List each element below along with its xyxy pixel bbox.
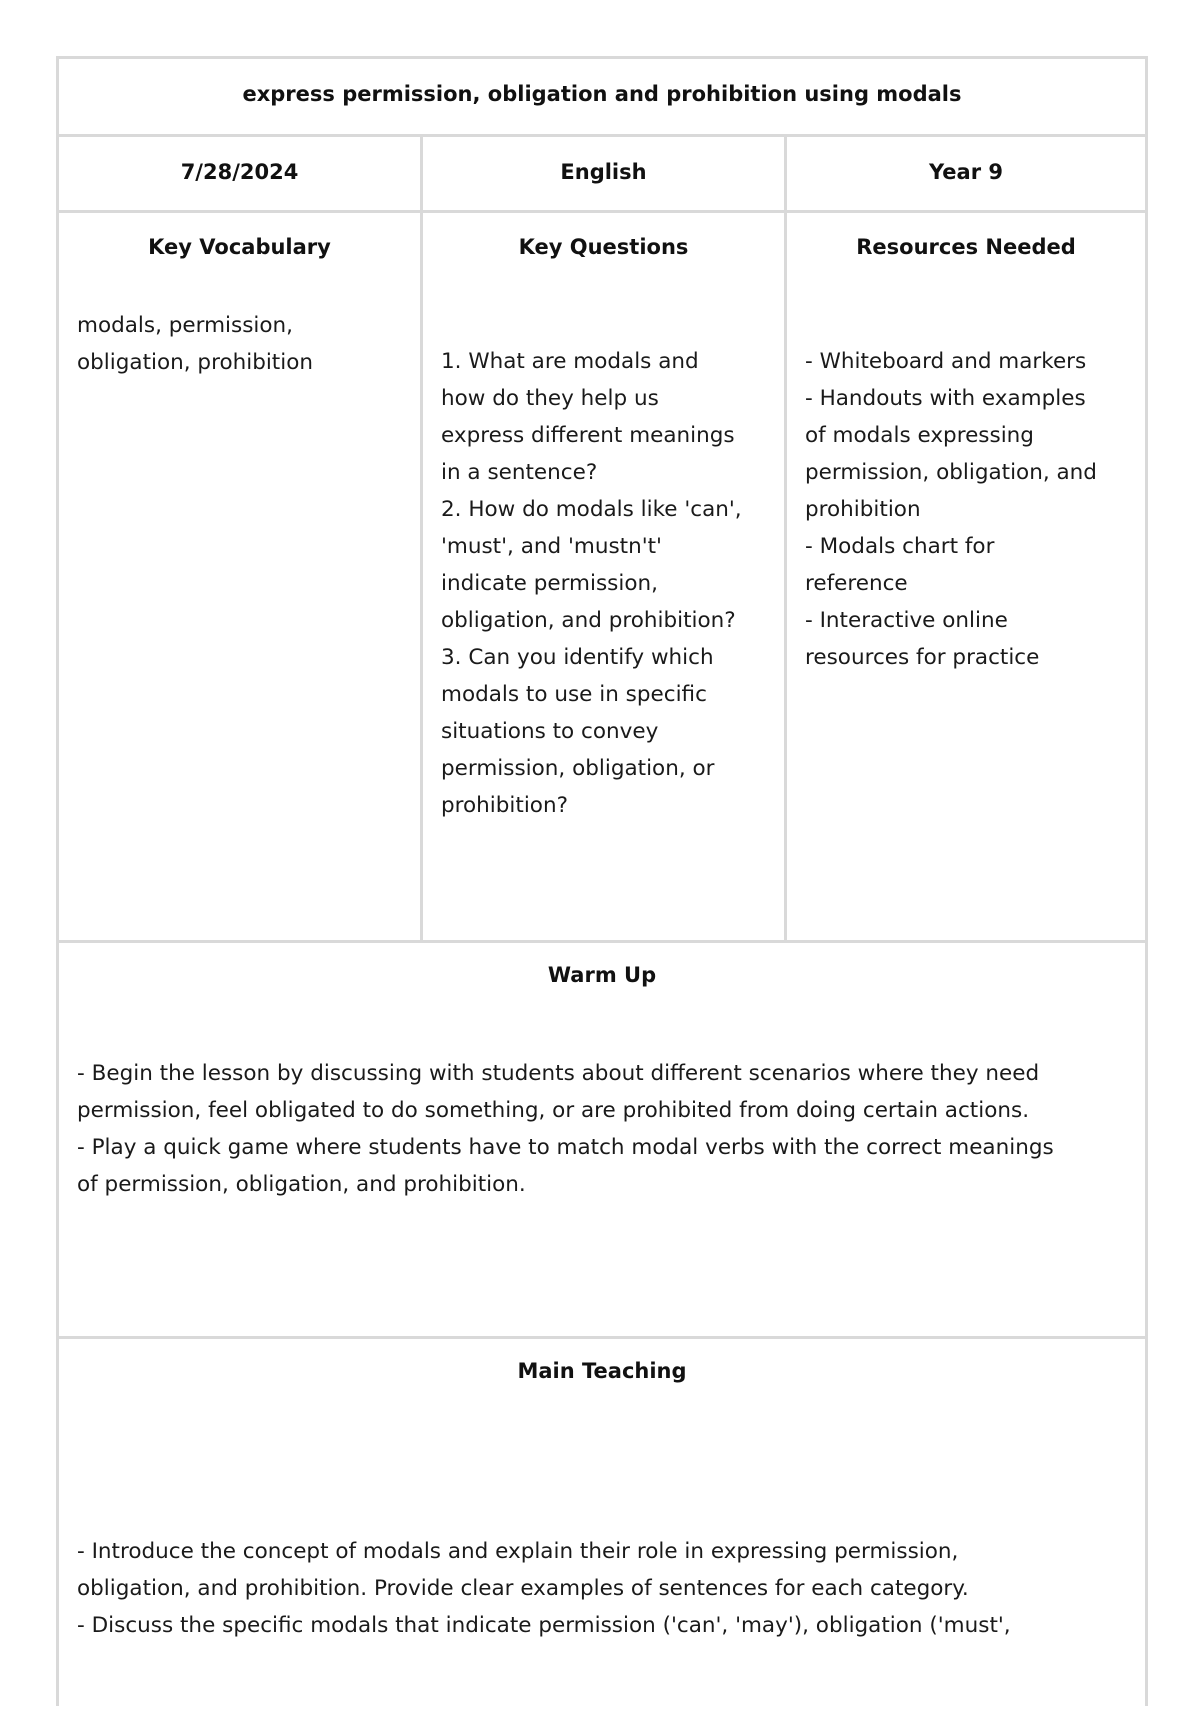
vocabulary-heading: Key Vocabulary <box>148 235 331 259</box>
questions-text: 1. What are modals and how do they help us express different meanings in a sentence? 2. How do modals like 'can', 'must', and 'mustn't' indicate permission, obligation, and prohibition? 3. Can you identify which modals to use in specific situations to convey permission, obligation, or prohibition? <box>441 349 742 818</box>
resources-text: - Whiteboard and markers - Handouts with examples of modals expressing permission, obligation, and prohibition - Modals chart for reference - Interactive online resources for practice <box>805 349 1097 670</box>
resources-cell <box>787 213 1145 940</box>
year-cell <box>787 137 1145 210</box>
warm-up-text: - Begin the lesson by discussing with students about different scenarios where they need permission, feel obligated to do something, or are prohibited from doing certain actions. - Play a quick game where students have to match modal verbs with the correct meanings of permission, obligation, and prohibition. <box>77 1061 1054 1197</box>
details-row <box>59 213 1145 943</box>
lesson-date: 7/28/2024 <box>180 160 299 184</box>
resources-heading: Resources Needed <box>856 235 1076 259</box>
lesson-title: express permission, obligation and prohibition using modals <box>242 82 962 106</box>
subject-cell <box>423 137 787 210</box>
warm-up-row <box>59 943 1145 1339</box>
meta-row <box>59 137 1145 213</box>
main-teaching-row <box>59 1339 1145 1719</box>
questions-heading: Key Questions <box>518 235 689 259</box>
vocabulary-cell <box>59 213 423 940</box>
main-teaching-text: - Introduce the concept of modals and explain their role in expressing permission, obligation, and prohibition. Provide clear examples of sentences for each category. - Discuss the specific modals that indicate permission ('can', 'may'), obligation ('must', <box>77 1539 1011 1638</box>
vocabulary-text: modals, permission, obligation, prohibition <box>77 313 313 375</box>
lesson-plan-table <box>56 56 1148 1706</box>
date-cell <box>59 137 423 210</box>
lesson-subject: English <box>560 160 647 184</box>
title-row <box>59 59 1145 137</box>
lesson-year: Year 9 <box>929 160 1003 184</box>
warm-up-heading: Warm Up <box>547 963 657 987</box>
questions-cell <box>423 213 787 940</box>
main-teaching-heading: Main Teaching <box>517 1359 687 1383</box>
